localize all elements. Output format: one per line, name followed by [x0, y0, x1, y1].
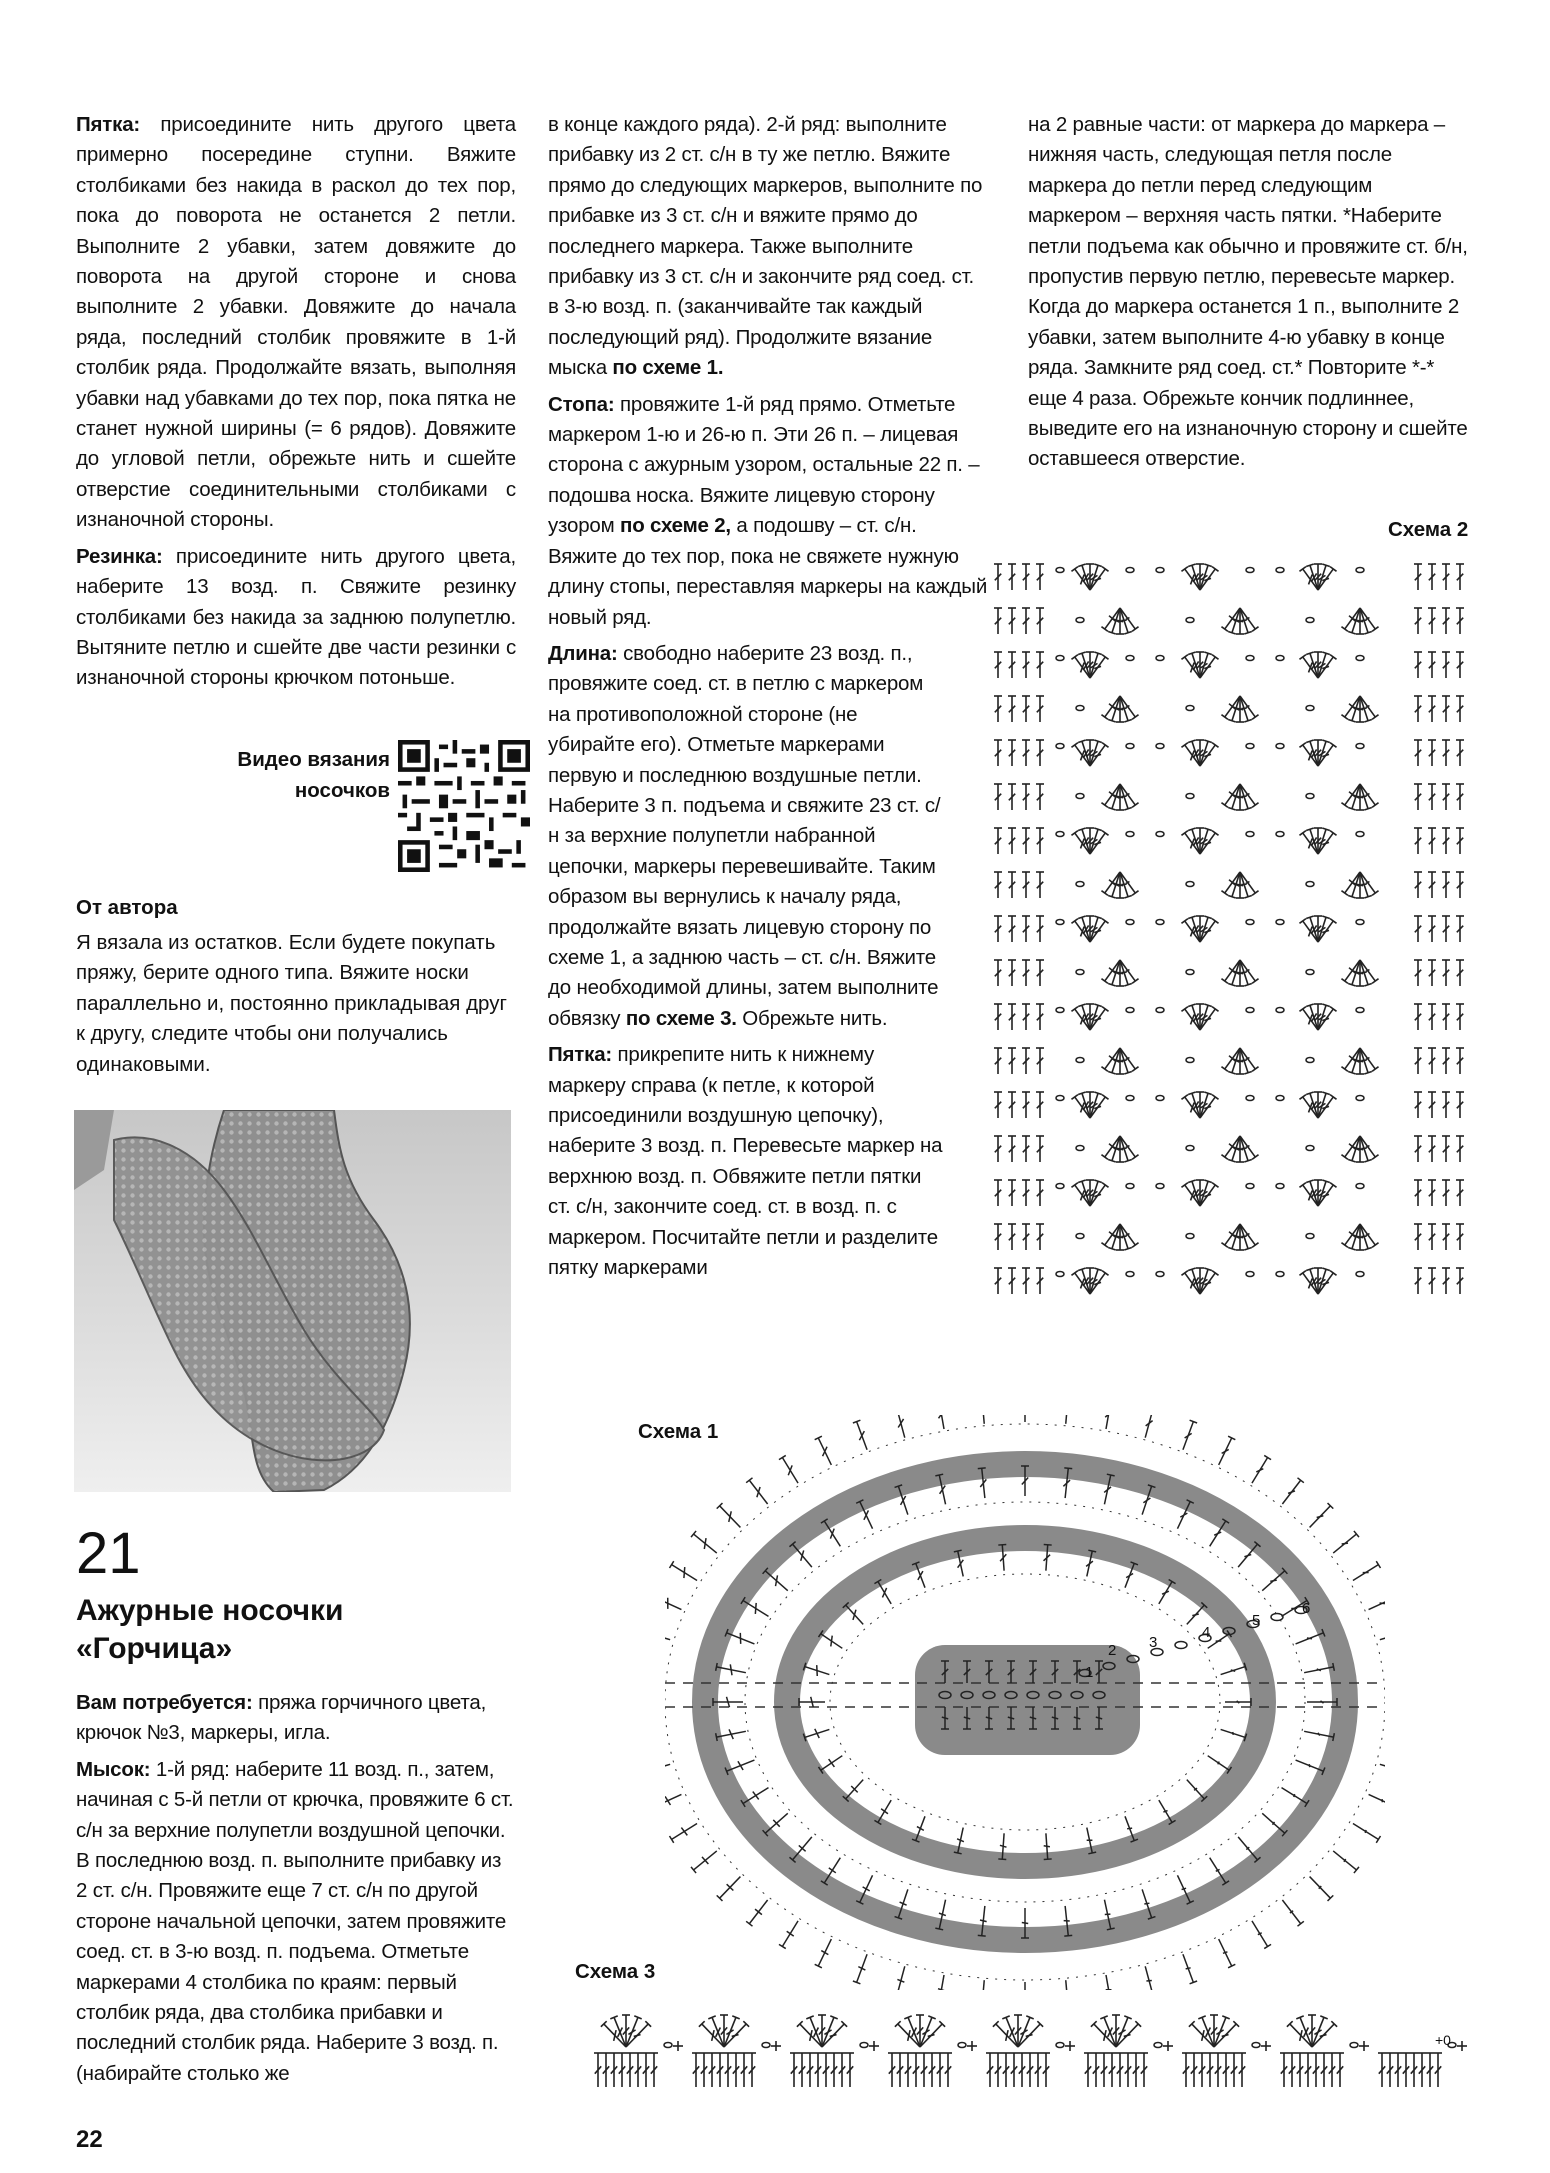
author-heading: От автора: [76, 896, 178, 919]
column-1-bottom: [76, 1688, 516, 2095]
scheme-2-title: Схема 2: [1388, 518, 1469, 541]
foot-paragraph: Стопа: провяжите 1-й ряд прямо. Отметьте маркером 1-ю и 26-ю п. Эти 26 п. – лицевая сторона с ажурным узором, остальные 22 п. – подошва носка. Вяжите лицевую сторону узором по схеме 2, а подошву – ст. с/н. Вяжите до тех пор, пока не свяжете нужную длину стопы, переставляя маркеры на каждый новый ряд.: [548, 392, 988, 629]
rib-paragraph: Резинка: присоедините нить другого цвета, наберите 13 возд. п. Свяжите резинку столбиками без накида за заднюю полупетлю. Вытяните петлю и сшейте две части резинки с изнаночной стороны крючком потоньше.: [76, 544, 516, 690]
row-number: 2: [1108, 1642, 1117, 1659]
row-number: 4: [1202, 1624, 1211, 1641]
scheme-1-title: Схема 1: [638, 1420, 719, 1443]
page-number: 22: [76, 2126, 103, 2153]
scheme-3-title: Схема 3: [575, 1960, 656, 1983]
column-3: [1028, 110, 1468, 481]
end-mark: +0: [1435, 2032, 1451, 2048]
row-number: 1: [1085, 1664, 1094, 1681]
scheme-3-chart: [570, 1995, 1470, 2095]
scheme-2-chart: [990, 560, 1470, 1335]
author-note: Я вязала из остатков. Если будете покупать пряжу, берите одного типа. Вяжите носки параллельно и, постоянно прикладывая друг к другу, следите чтобы они получались одинаковыми.: [76, 931, 507, 1076]
row-number: 5: [1252, 1612, 1261, 1629]
scheme-1-chart: [665, 1415, 1385, 1990]
video-qr-block: [150, 740, 530, 875]
video-label: Видео вязания носочков: [237, 748, 390, 802]
qr-code-icon[interactable]: [398, 740, 530, 872]
heel2-paragraph: Пятка: прикрепите нить к нижнему маркеру справа (к петле, к которой присоединили воздушную цепочку), наберите 3 возд. п. Перевесьте маркер на верхнюю возд. п. Обвяжите петли пятки ст. с/н, закончите соед. ст. в возд. п. с маркером. Посчитайте петли и разделите пятку маркерами: [548, 1043, 943, 1280]
column-2: [548, 110, 988, 1289]
length-paragraph: Длина: свободно наберите 23 возд. п., провяжите соед. ст. в петлю с маркером на противоположной стороне (не убирайте его). Отметьте маркерами первую и последнюю воздушные петли. Наберите 3 п. подъема и свяжите 23 ст. с/н за верхние полупетли набранной цепочки, маркеры перевешивайте. Таким образом вы вернулись к началу ряда, продолжайте вязать лицевую сторону по схеме 1, а заднюю часть – ст. с/н. Вяжите до необходимой длины, затем выполните обвязку по схеме 3. Обрежьте нить.: [548, 641, 941, 1030]
project-number: 21: [76, 1521, 141, 1586]
row-number: 6: [1302, 1600, 1311, 1617]
heel-paragraph: Пятка: присоедините нить другого цвета примерно посередине ступни. Вяжите столбиками без накида в раскол до тех пор, пока до поворота не останется 2 петли. Выполните 2 убавки, затем довяжите до поворота на другой стороне и снова выполните 2 убавки. Довяжите до начала ряда, последний столбик провяжите в 1-й столбик ряда. Продолжайте вязать, выполняя убавки над убавками до тех пор, пока пятка не станет нужной ширины (= 6 рядов). Довяжите до угловой петли, обрежьте нить и сшейте отверстие соединительными столбиками с изнаночной стороны.: [76, 113, 516, 532]
needs-paragraph: Вам потребуется: пряжа горчичного цвета, крючок №3, маркеры, игла.: [76, 1691, 487, 1745]
column-2-narrow: [548, 639, 945, 1284]
toe-paragraph: Мысок: 1-й ряд: наберите 11 возд. п., затем, начиная с 5-й петли от крючка, провяжите 6 ст. с/н за верхние полупетли воздушной цепочки. В последнюю возд. п. выполните прибавку из 2 ст. с/н. Провяжите еще 7 ст. с/н по другой стороне начальной цепочки, затем провяжите соед. ст. в 3-ю возд. п. подъема. Отметьте маркерами 4 столбика по краям: первый столбик ряда, два столбика прибавки и последний столбик ряда. Наберите 3 возд. п. (набирайте столько же: [76, 1757, 514, 2085]
column-1-top: [76, 110, 516, 700]
project-title: Ажурные носочки «Горчица»: [76, 1594, 344, 1665]
row-number: 3: [1149, 1634, 1158, 1651]
toe-continued: в конце каждого ряда). 2-й ряд: выполните прибавку из 2 ст. с/н в ту же петлю. Вяжите прямо до следующих маркеров, выполните по прибавке из 3 ст. с/н и вяжите прямо до последнего маркера. Также выполните прибавку из 3 ст. с/н и закончите ряд соед. ст. в 3-ю возд. п. (заканчивайте так каждый последующий ряд). Продолжите вязание мыска по схеме 1.: [548, 113, 983, 380]
heel-continued: на 2 равные части: от маркера до маркера – нижняя часть, следующая петля после маркера до петли перед следующим маркером – верхняя часть пятки. *Наберите петли подъема как обычно и провяжите ст. б/н, пропустив первую петлю, перевесьте маркер. Когда до маркера останется 1 п., выполните 2 убавки, затем выполните 4-ю убавку в конце ряда. Замкните ряд соед. ст.* Повторите *-* еще 4 раза. Обрежьте кончик подлиннее, выведите его на изнаночную сторону и сшейте оставшееся отверстие.: [1028, 113, 1468, 471]
socks-photo: [74, 1110, 511, 1492]
